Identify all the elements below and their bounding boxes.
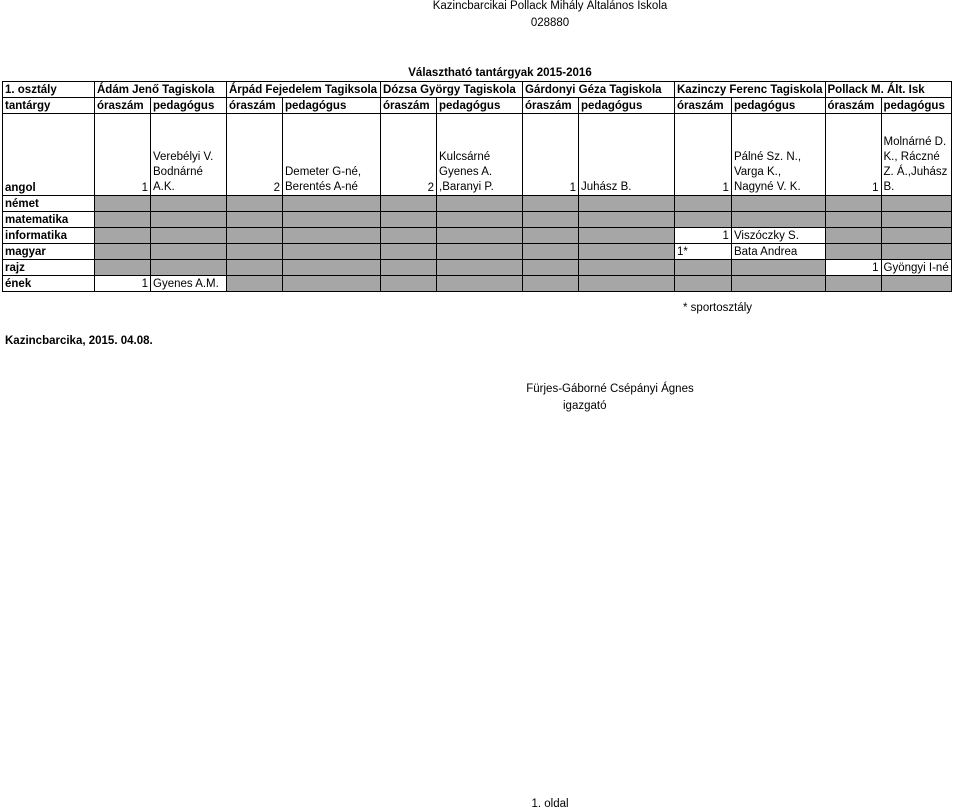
hours-cell: 1 [675,228,732,244]
school-header-2: Árpád Fejedelem Tagiksola [227,82,381,98]
teacher-cell: Gyöngyi I-né [881,260,951,276]
teacher-cell: Viszóczky S. [731,228,825,244]
hours-cell: 2 [381,114,437,196]
school-name: Kazincbarcikai Pollack Mihály Általános Iskola [432,0,668,12]
signer-name: Fürjes-Gáborné Csépányi Ágnes [526,383,694,395]
school-code: 028880 [530,17,570,29]
hours-cell: 1 [825,260,881,276]
table-row-magyar [3,244,952,260]
hours-header: óraszám [825,98,881,114]
subject-cell: informatika [3,228,95,244]
hours-header: óraszám [675,98,732,114]
school-header-3: Dózsa György Tagiskola [381,82,523,98]
subject-cell: matematika [3,212,95,228]
page-number: 1. oldal [531,798,569,810]
place-date: Kazincbarcika, 2015. 04.08. [5,335,153,347]
table-row-matematika [3,212,952,228]
teacher-header: pedagógus [731,98,825,114]
teacher-header: pedagógus [437,98,523,114]
school-header-1: Ádám Jenő Tagiskola [95,82,227,98]
teacher-cell: Kulcsárné Gyenes A. ,Baranyi P. [437,114,523,196]
teacher-cell: Demeter G-né, Berentés A-né [283,114,381,196]
hours-header: óraszám [381,98,437,114]
subject-cell: német [3,196,95,212]
teacher-header: pedagógus [283,98,381,114]
teacher-header: pedagógus [151,98,227,114]
teacher-cell: Molnárné D. K., Ráczné Z. Á.,Juhász B. [881,114,951,196]
table-row-enek [3,276,952,292]
subject-column-header: tantárgy [3,98,95,114]
document-title: Választható tantárgyak 2015-2016 [408,67,592,79]
subjects-table [2,81,952,292]
hours-cell: 1 [95,276,151,292]
subject-cell: rajz [3,260,95,276]
hours-header: óraszám [523,98,579,114]
hours-cell: 1 [523,114,579,196]
hours-header: óraszám [227,98,283,114]
hours-cell: 1 [95,114,151,196]
school-header-4: Gárdonyi Géza Tagiskola [523,82,675,98]
teacher-cell: Pálné Sz. N., Varga K., Nagyné V. K. [731,114,825,196]
header-row-columns [3,98,952,114]
teacher-cell: Gyenes A.M. [151,276,227,292]
table-row-nemet [3,196,952,212]
hours-cell: 1 [825,114,881,196]
table-row-informatika [3,228,952,244]
teacher-cell: Juhász B. [579,114,675,196]
signer-title: igazgató [563,400,607,412]
subject-cell: angol [3,114,95,196]
subject-cell: magyar [3,244,95,260]
class-label: 1. osztály [3,82,95,98]
teacher-cell: Bata Andrea [731,244,825,260]
teacher-cell: Verebélyi V. Bodnárné A.K. [151,114,227,196]
hours-header: óraszám [95,98,151,114]
hours-cell: 2 [227,114,283,196]
hours-cell: 1* [675,244,732,260]
teacher-header: pedagógus [579,98,675,114]
teacher-header: pedagógus [881,98,951,114]
school-header-5: Kazinczy Ferenc Tagiskola [675,82,826,98]
school-header-6: Pollack M. Ált. Isk [825,82,951,98]
header-row-schools [3,82,952,98]
subject-cell: ének [3,276,95,292]
table-row-rajz [3,260,952,276]
footnote: * sportosztály [683,302,753,314]
hours-cell: 1 [675,114,732,196]
table-row-angol [3,114,952,196]
